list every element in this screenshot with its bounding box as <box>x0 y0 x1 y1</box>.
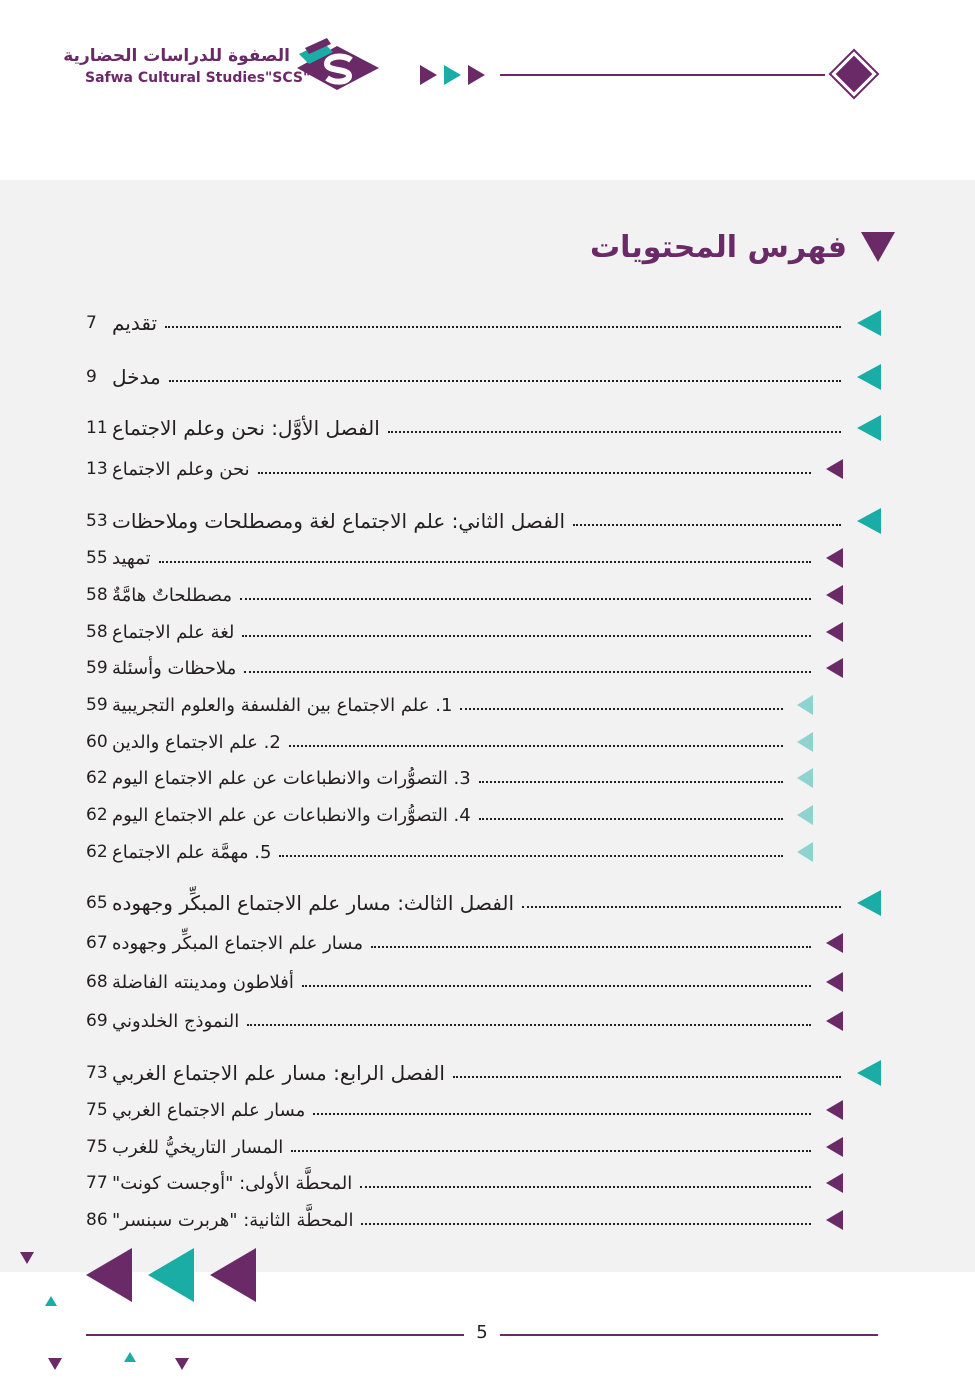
toc-page-number: 59 <box>86 695 108 715</box>
toc-entry-line <box>112 1205 819 1235</box>
toc-entry <box>86 506 881 536</box>
toc-entry <box>86 413 881 443</box>
page-number: 5 <box>476 1322 488 1343</box>
toc-bullet-icon <box>797 805 813 825</box>
dot-leader <box>279 855 783 857</box>
toc-bullet-icon <box>797 732 813 752</box>
toc-entry-line <box>112 413 849 443</box>
toc-entry <box>86 837 881 867</box>
dot-leader <box>360 1186 811 1188</box>
toc-entry-title: المحطَّة الأولى: "أوجست كونت" <box>112 1172 353 1194</box>
toc-entry <box>86 653 881 683</box>
toc-entry-title: 2. علم الاجتماع والدين <box>112 731 281 753</box>
toc-heading <box>590 222 895 272</box>
toc-bullet-icon <box>797 768 813 788</box>
toc-page-number: 58 <box>86 622 108 642</box>
toc-entry-title: 5. مهمَّة علم الاجتماع <box>112 841 272 863</box>
toc-entry <box>86 967 881 997</box>
toc-entry-title: الفصل الثاني: علم الاجتماع لغة ومصطلحات وملاحظات <box>112 509 566 533</box>
dot-leader <box>302 985 811 987</box>
toc-entry <box>86 1132 881 1162</box>
toc-entry <box>86 1168 881 1198</box>
toc-entry-line <box>112 454 819 484</box>
toc-bullet-icon <box>797 695 813 715</box>
toc-entry-title: 4. التصوُّرات والانطباعات عن علم الاجتماع اليوم <box>112 804 471 826</box>
toc-entry-line <box>112 690 791 720</box>
toc-page-number: 60 <box>86 732 108 752</box>
toc-entry-line <box>112 362 849 392</box>
toc-page-number: 75 <box>86 1100 108 1120</box>
toc-page-number: 67 <box>86 933 108 953</box>
footer-arrows-icon <box>86 1246 258 1304</box>
toc-entry-line <box>112 653 819 683</box>
toc-entry <box>86 727 881 757</box>
header-divider <box>500 74 825 76</box>
toc-entry <box>86 763 881 793</box>
toc-bullet-icon <box>826 933 843 953</box>
decor-triangle <box>20 1252 34 1264</box>
toc-entry-title: الفصل الأوَّل: نحن وعلم الاجتماع <box>112 416 380 440</box>
dot-leader <box>453 1076 841 1078</box>
toc-entry-title: ملاحظات وأسئلة <box>112 657 237 679</box>
toc-entry-title: مدخل <box>112 365 161 389</box>
dot-leader <box>291 1150 811 1152</box>
logo-arabic-name: الصفوة للدراسات الحضارية <box>63 46 290 66</box>
header-arrows-icon <box>420 64 490 86</box>
toc-entry <box>86 617 881 647</box>
toc-entry-title: 1. علم الاجتماع بين الفلسفة والعلوم التجريبية <box>112 694 453 716</box>
toc-entry-line <box>112 1058 849 1088</box>
toc-entry <box>86 888 881 918</box>
publisher-logo <box>63 38 385 100</box>
toc-entry <box>86 580 881 610</box>
dot-leader <box>371 946 811 948</box>
toc-bullet-icon <box>826 1210 843 1230</box>
toc-bullet-icon <box>826 585 843 605</box>
toc-entry-line <box>112 1095 819 1125</box>
toc-entry-title: مسار علم الاجتماع الغربي <box>112 1099 306 1121</box>
toc-page-number: 62 <box>86 805 108 825</box>
toc-bullet-icon <box>857 1060 881 1086</box>
toc-entry <box>86 308 881 338</box>
dot-leader <box>289 745 783 747</box>
toc-entry-line <box>112 928 819 958</box>
toc-entry-title: تقديم <box>112 311 158 335</box>
decor-triangle <box>45 1296 57 1306</box>
footer-divider <box>500 1334 878 1336</box>
toc-page-number: 55 <box>86 548 108 568</box>
toc-page-number: 11 <box>86 418 108 438</box>
toc-bullet-icon <box>857 890 881 916</box>
toc-entry-line <box>112 506 849 536</box>
dot-leader <box>573 524 841 526</box>
decor-triangle <box>124 1352 136 1362</box>
toc-page-number: 77 <box>86 1173 108 1193</box>
page-title: فهرس المحتويات <box>590 229 847 265</box>
toc-page-number: 69 <box>86 1011 108 1031</box>
toc-page-number: 9 <box>86 367 97 387</box>
toc-entry-title: مسار علم الاجتماع المبكِّر وجهوده <box>112 932 363 954</box>
toc-entry-line <box>112 800 791 830</box>
dot-leader <box>240 598 811 600</box>
toc-entry <box>86 543 881 573</box>
dot-leader <box>242 635 811 637</box>
toc-entry <box>86 1006 881 1036</box>
toc-entry <box>86 1205 881 1235</box>
decor-triangle <box>48 1358 62 1370</box>
toc-page-number: 65 <box>86 893 108 913</box>
toc-entry-title: نحن وعلم الاجتماع <box>112 458 250 480</box>
dot-leader <box>460 708 783 710</box>
dot-leader <box>258 472 811 474</box>
toc-page-number: 86 <box>86 1210 108 1230</box>
toc-bullet-icon <box>857 310 881 336</box>
dot-leader <box>479 818 783 820</box>
toc-bullet-icon <box>826 1137 843 1157</box>
toc-entry <box>86 800 881 830</box>
toc-page-number: 62 <box>86 842 108 862</box>
toc-entry-line <box>112 617 819 647</box>
toc-page-number: 53 <box>86 511 108 531</box>
toc-page-number: 75 <box>86 1137 108 1157</box>
toc-entry-line <box>112 727 791 757</box>
toc-entry-title: المسار التاريخيُّ للغرب <box>112 1136 284 1158</box>
toc-entry <box>86 1095 881 1125</box>
logo-english-name: Safwa Cultural Studies"SCS" <box>85 70 311 86</box>
decor-triangle <box>175 1358 189 1370</box>
toc-page-number: 73 <box>86 1063 108 1083</box>
toc-entry-title: الفصل الرابع: مسار علم الاجتماع الغربي <box>112 1061 445 1085</box>
toc-entry-line <box>112 1168 819 1198</box>
dot-leader <box>313 1113 811 1115</box>
toc-entry-line <box>112 763 791 793</box>
toc-bullet-icon <box>826 1173 843 1193</box>
toc-entry <box>86 454 881 484</box>
footer-divider <box>86 1334 464 1336</box>
dot-leader <box>361 1223 811 1225</box>
dot-leader <box>247 1024 811 1026</box>
toc-page-number: 62 <box>86 768 108 788</box>
toc-bullet-icon <box>857 415 881 441</box>
toc-page-number: 13 <box>86 459 108 479</box>
toc-bullet-icon <box>826 972 843 992</box>
toc-page-number: 59 <box>86 658 108 678</box>
toc-bullet-icon <box>826 1011 843 1031</box>
toc-entry <box>86 690 881 720</box>
toc-entry-title: المحطَّة الثانية: "هربرت سبنسر" <box>112 1209 354 1231</box>
toc-entry-title: لغة علم الاجتماع <box>112 621 235 643</box>
toc-entry-line <box>112 888 849 918</box>
dot-leader <box>479 781 783 783</box>
toc-bullet-icon <box>826 622 843 642</box>
toc-bullet-icon <box>857 364 881 390</box>
toc-bullet-icon <box>797 842 813 862</box>
page-header <box>0 0 975 180</box>
toc-page-number: 7 <box>86 313 97 333</box>
dot-leader <box>244 671 811 673</box>
toc-entry-line <box>112 543 819 573</box>
toc-entry-title: تمهيد <box>112 547 151 569</box>
toc-entry-line <box>112 837 791 867</box>
toc-entry-title: الفصل الثالث: مسار علم الاجتماع المبكِّر وجهوده <box>112 891 515 915</box>
toc-bullet-icon <box>826 548 843 568</box>
toc-entry-line <box>112 308 849 338</box>
toc-entry <box>86 928 881 958</box>
toc-entry-title: مصطلحاتٌ هامَّةٌ <box>112 584 233 606</box>
toc-page-number: 58 <box>86 585 108 605</box>
toc-bullet-icon <box>826 459 843 479</box>
toc-bullet-icon <box>826 658 843 678</box>
dot-leader <box>388 431 841 433</box>
toc-entry-title: النموذج الخلدوني <box>112 1010 240 1032</box>
toc-entry <box>86 1058 881 1088</box>
dot-leader <box>165 326 841 328</box>
toc-entry-line <box>112 580 819 610</box>
toc-bullet-icon <box>857 508 881 534</box>
dot-leader <box>159 561 811 563</box>
toc-entry <box>86 362 881 392</box>
scs-book-logo-icon <box>293 38 381 96</box>
toc-entry-line <box>112 1132 819 1162</box>
dot-leader <box>169 380 841 382</box>
toc-page-number: 68 <box>86 972 108 992</box>
toc-entry-title: 3. التصوُّرات والانطباعات عن علم الاجتماع اليوم <box>112 767 471 789</box>
toc-entry-line <box>112 1006 819 1036</box>
toc-entry-line <box>112 967 819 997</box>
dot-leader <box>522 906 841 908</box>
toc-entry-title: أفلاطون ومدينته الفاضلة <box>112 971 294 993</box>
heading-triangle-icon <box>861 232 895 262</box>
toc-bullet-icon <box>826 1100 843 1120</box>
diamond-icon <box>836 56 873 93</box>
